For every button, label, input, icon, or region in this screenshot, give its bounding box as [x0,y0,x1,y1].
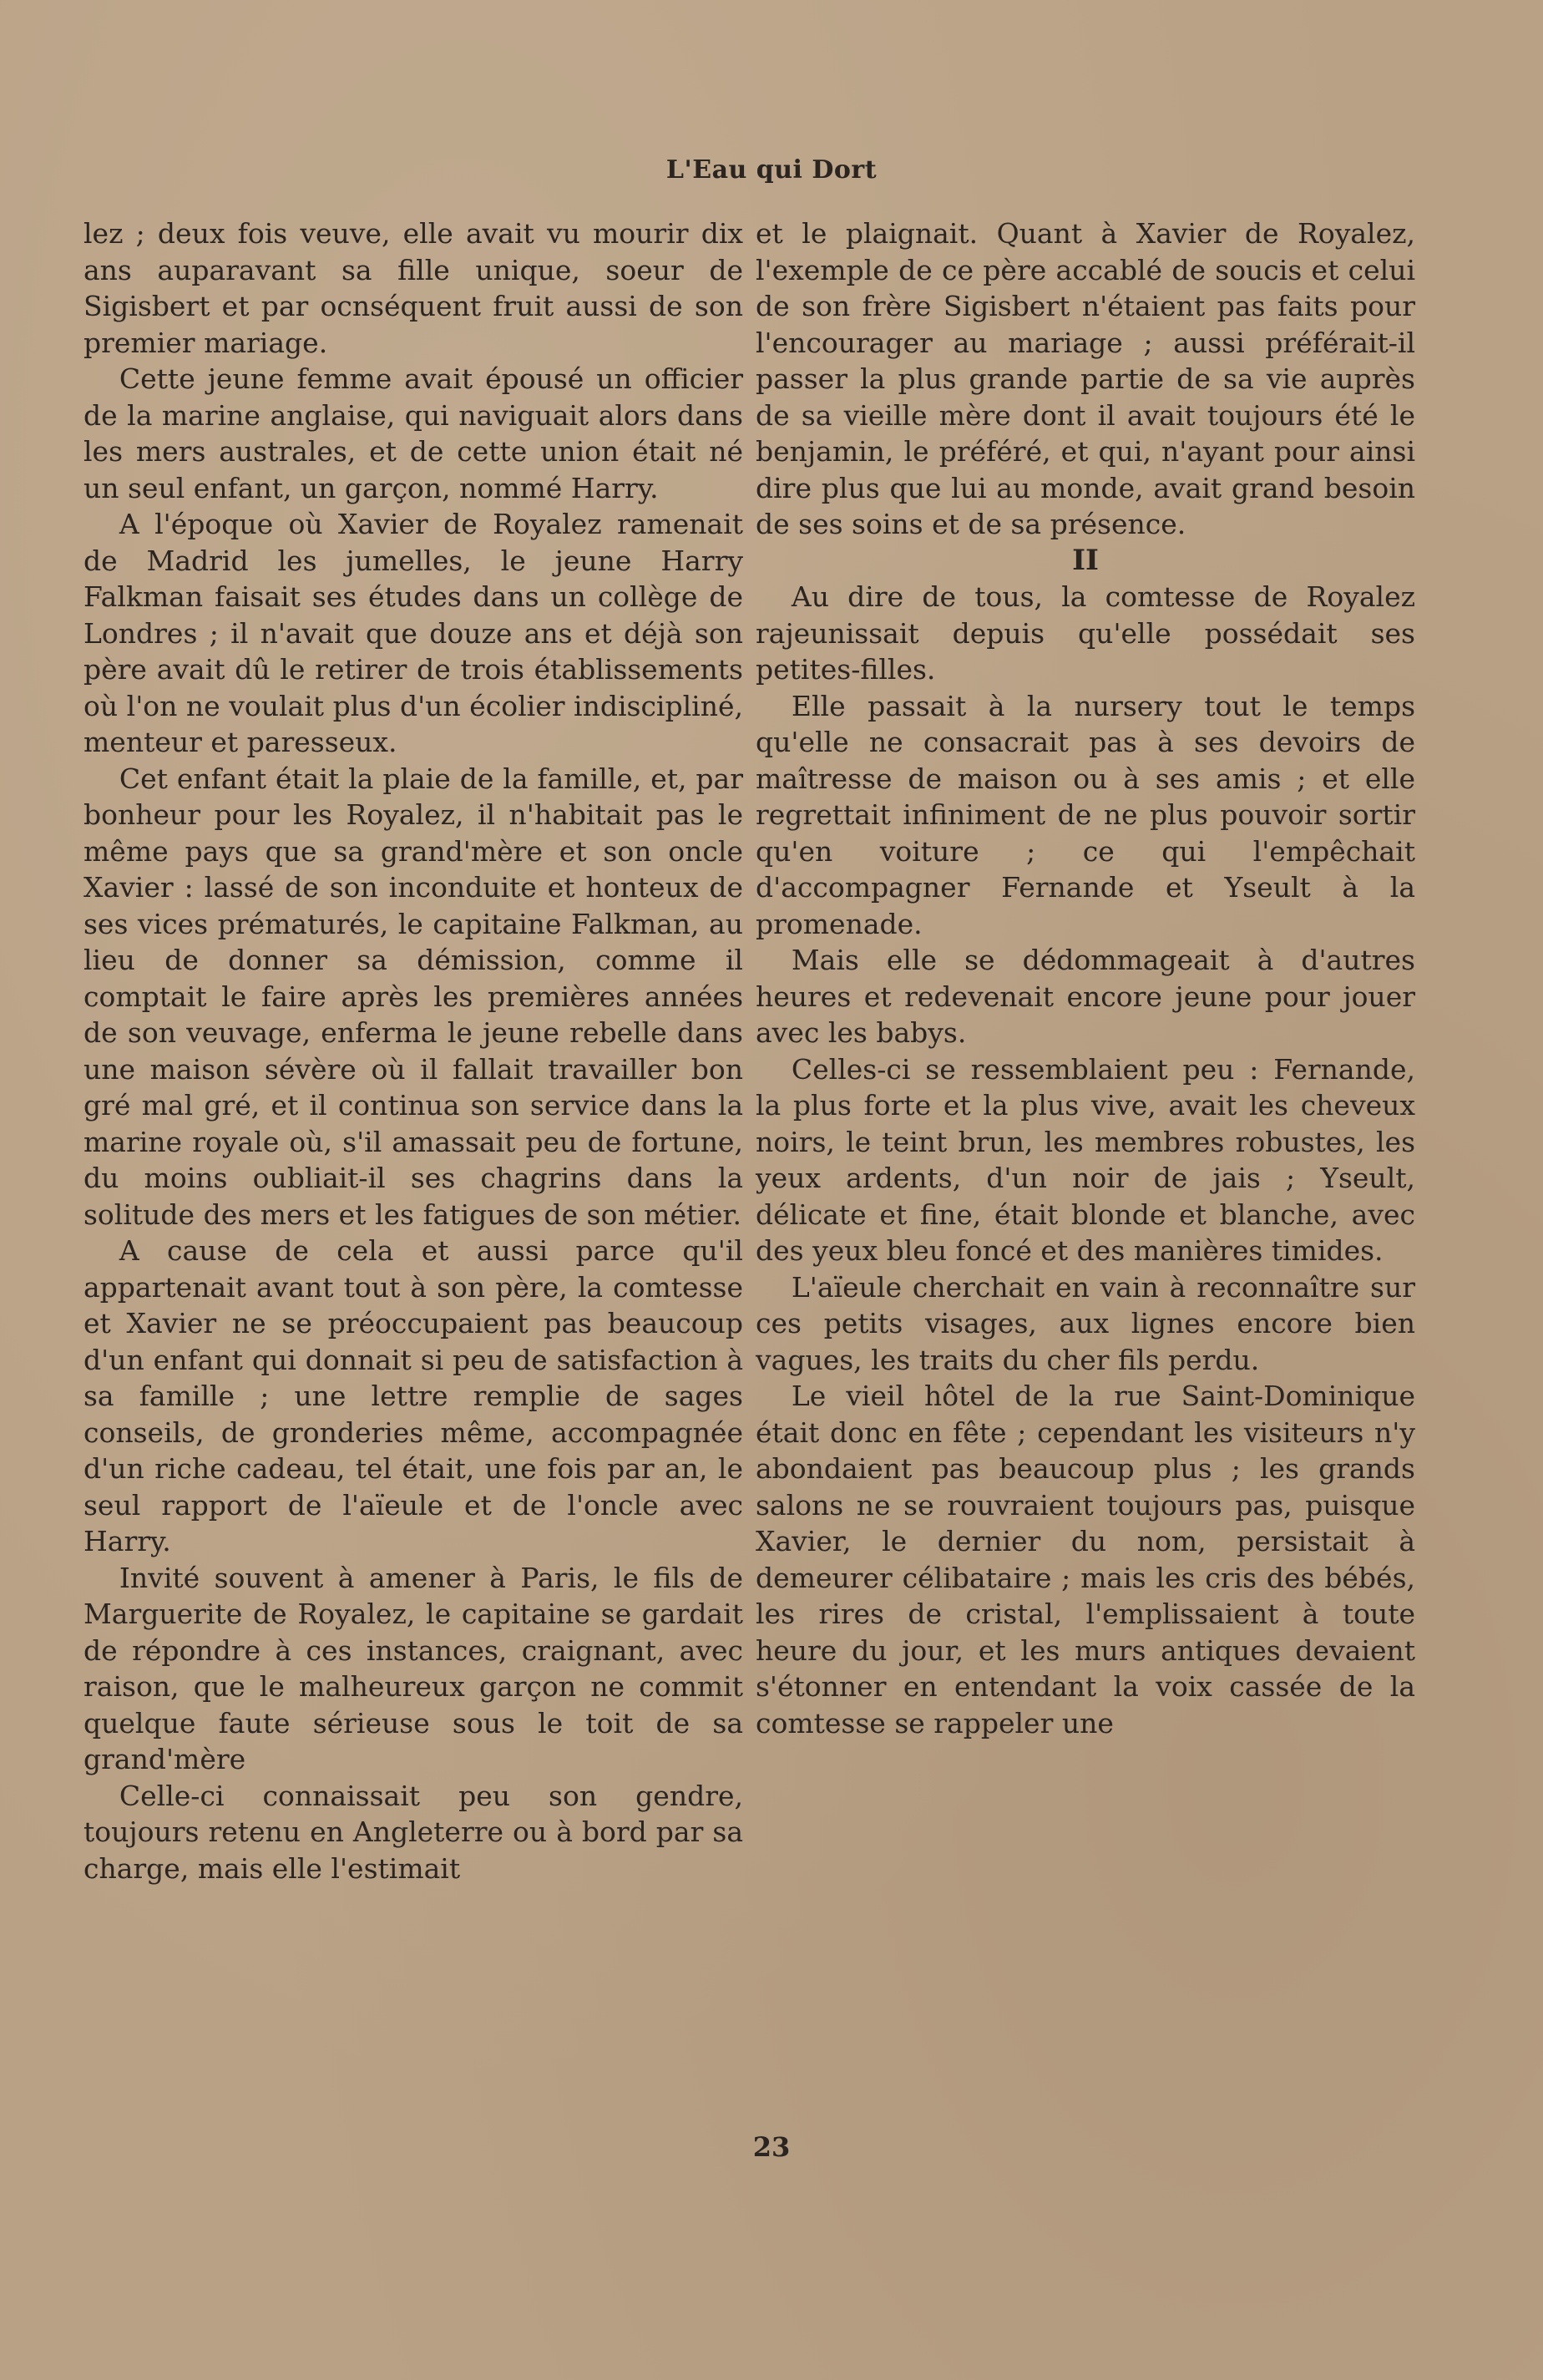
paragraph: A l'époque où Xavier de Royalez ramenait de Madrid les jumelles, le jeune Harry Falkman faisait ses études dans un collège de Londres ; il n'avait que douze ans et déjà son père avait dû le retirer de trois établissements où l'on ne voulait plus d'un écolier indiscipliné, menteur et paresseux. [83,508,743,758]
paragraph: Invité souvent à amener à Paris, le fils de Marguerite de Royalez, le capitaine se gardait de répondre à ces instances, craignant, avec raison, que le malheureux garçon ne commit quelque faute sérieuse sous le toit de sa grand'mère [83,1561,743,1775]
right-column [756,215,1415,1741]
paragraph: Au dire de tous, la comtesse de Royalez rajeunissait depuis qu'elle possédait ses petites-filles. [756,580,1415,686]
left-column [83,215,743,1886]
paragraph: Mais elle se dédommageait à d'autres heures et redevenait encore jeune pour jouer avec les babys. [756,944,1415,1049]
paragraph: Elle passait à la nursery tout le temps qu'elle ne consacrait pas à ses devoirs de maîtresse de maison ou à ses amis ; et elle regrettait infiniment de ne plus pouvoir sortir qu'en voiture ; ce qui l'empêchait d'accompagner Fernande et Yseult à la promenade. [756,689,1415,940]
paragraph: L'aïeule cherchait en vain à reconnaître sur ces petits visages, aux lignes encore bien vagues, les traits du cher fils perdu. [756,1270,1415,1376]
paragraph: lez ; deux fois veuve, elle avait vu mourir dix ans auparavant sa fille unique, soeur de Sigisbert et par ocnséquent fruit aussi de son premier mariage. [83,217,743,359]
paragraph: A cause de cela et aussi parce qu'il appartenait avant tout à son père, la comtesse et Xavier ne se préoccupaient pas beaucoup d'un enfant qui donnait si peu de satisfaction à sa famille ; une lettre remplie de sages conseils, de gronderies même, accompagnée d'un riche cadeau, tel était, une fois par an, le seul rapport de l'aïeule et de l'oncle avec Harry. [83,1234,743,1557]
paragraph: et le plaignait. Quant à Xavier de Royalez, l'exemple de ce père accablé de soucis et celui de son frère Sigisbert n'étaient pas faits pour l'encourager au mariage ; aussi préférait-il passer la plus grande partie de sa vie auprès de sa vieille mère dont il avait toujours été le benjamin, le préféré, et qui, n'ayant pour ainsi dire plus que lui au monde, avait grand besoin de ses soins et de sa présence. [756,217,1415,540]
chapter-number: II [1072,543,1099,577]
paragraph: Celles-ci se ressemblaient peu : Fernande, la plus forte et la plus vive, avait les cheveux noirs, le teint brun, les membres robustes, les yeux ardents, d'un noir de jais ; Yseult, délicate et fine, était blonde et blanche, avec des yeux bleu foncé et des manières timides. [756,1052,1415,1267]
paragraph: Le vieil hôtel de la rue Saint-Dominique était donc en fête ; cependant les visiteurs n'y abondaient pas beaucoup plus ; les grands salons ne se rouvraient toujours pas, puisque Xavier, le dernier du nom, persistait à demeurer célibataire ; mais les cris des bébés, les rires de cristal, l'emplissaient à toute heure du jour, et les murs antiques devaient s'étonner en entendant la voix cassée de la comtesse se rappeler une [756,1380,1415,1739]
paragraph: Cette jeune femme avait épousé un officier de la marine anglaise, qui naviguait alors dans les mers australes, et de cette union était né un seul enfant, un garçon, nommé Harry. [83,362,743,504]
running-title: L'Eau qui Dort [665,155,878,185]
paragraph: Celle-ci connaissait peu son gendre, toujours retenu en Angleterre ou à bord par sa charge, mais elle l'estimait [83,1779,743,1885]
page-number: 23 [752,2131,791,2163]
paragraph: Cet enfant était la plaie de la famille, et, par bonheur pour les Royalez, il n'habitait pas le même pays que sa grand'mère et son oncle Xavier : lassé de son inconduite et honteux de ses vices prématurés, le capitaine Falkman, au lieu de donner sa démission, comme il comptait le faire après les premières années de son veuvage, enferma le jeune rebelle dans une maison sévère où il fallait travailler bon gré mal gré, et il continua son service dans la marine royale où, s'il amassait peu de fortune, du moins oubliait-il ses chagrins dans la solitude des mers et les fatigues de son métier. [83,762,743,1231]
